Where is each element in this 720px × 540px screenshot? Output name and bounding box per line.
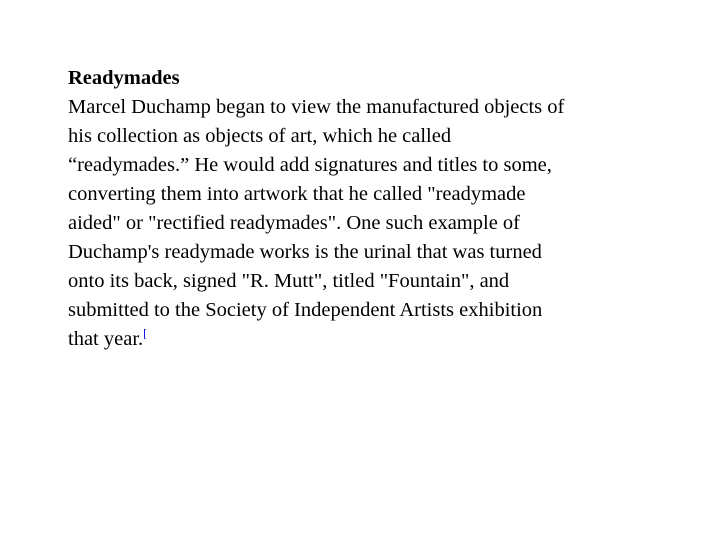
reference-link[interactable]: [ xyxy=(143,326,148,341)
body-line: onto its back, signed "R. Mutt", titled "Fountain", and xyxy=(68,270,510,292)
body-line: converting them into artwork that he called "readymade xyxy=(68,183,526,205)
body-last-line xyxy=(68,325,668,354)
text-block xyxy=(68,64,668,354)
body-line: Marcel Duchamp began to view the manufactured objects of xyxy=(68,96,565,118)
heading: Readymades xyxy=(68,67,180,89)
body-line: aided" or "rectified readymades". One such example of xyxy=(68,212,521,234)
body-line: submitted to the Society of Independent Artists exhibition xyxy=(68,299,543,321)
body-line: his collection as objects of art, which he called xyxy=(68,125,452,147)
body-line: “readymades.” He would add signatures and titles to some, xyxy=(68,154,552,176)
body-line: Duchamp's readymade works is the urinal that was turned xyxy=(68,241,542,263)
body-line: that year. xyxy=(68,328,144,350)
